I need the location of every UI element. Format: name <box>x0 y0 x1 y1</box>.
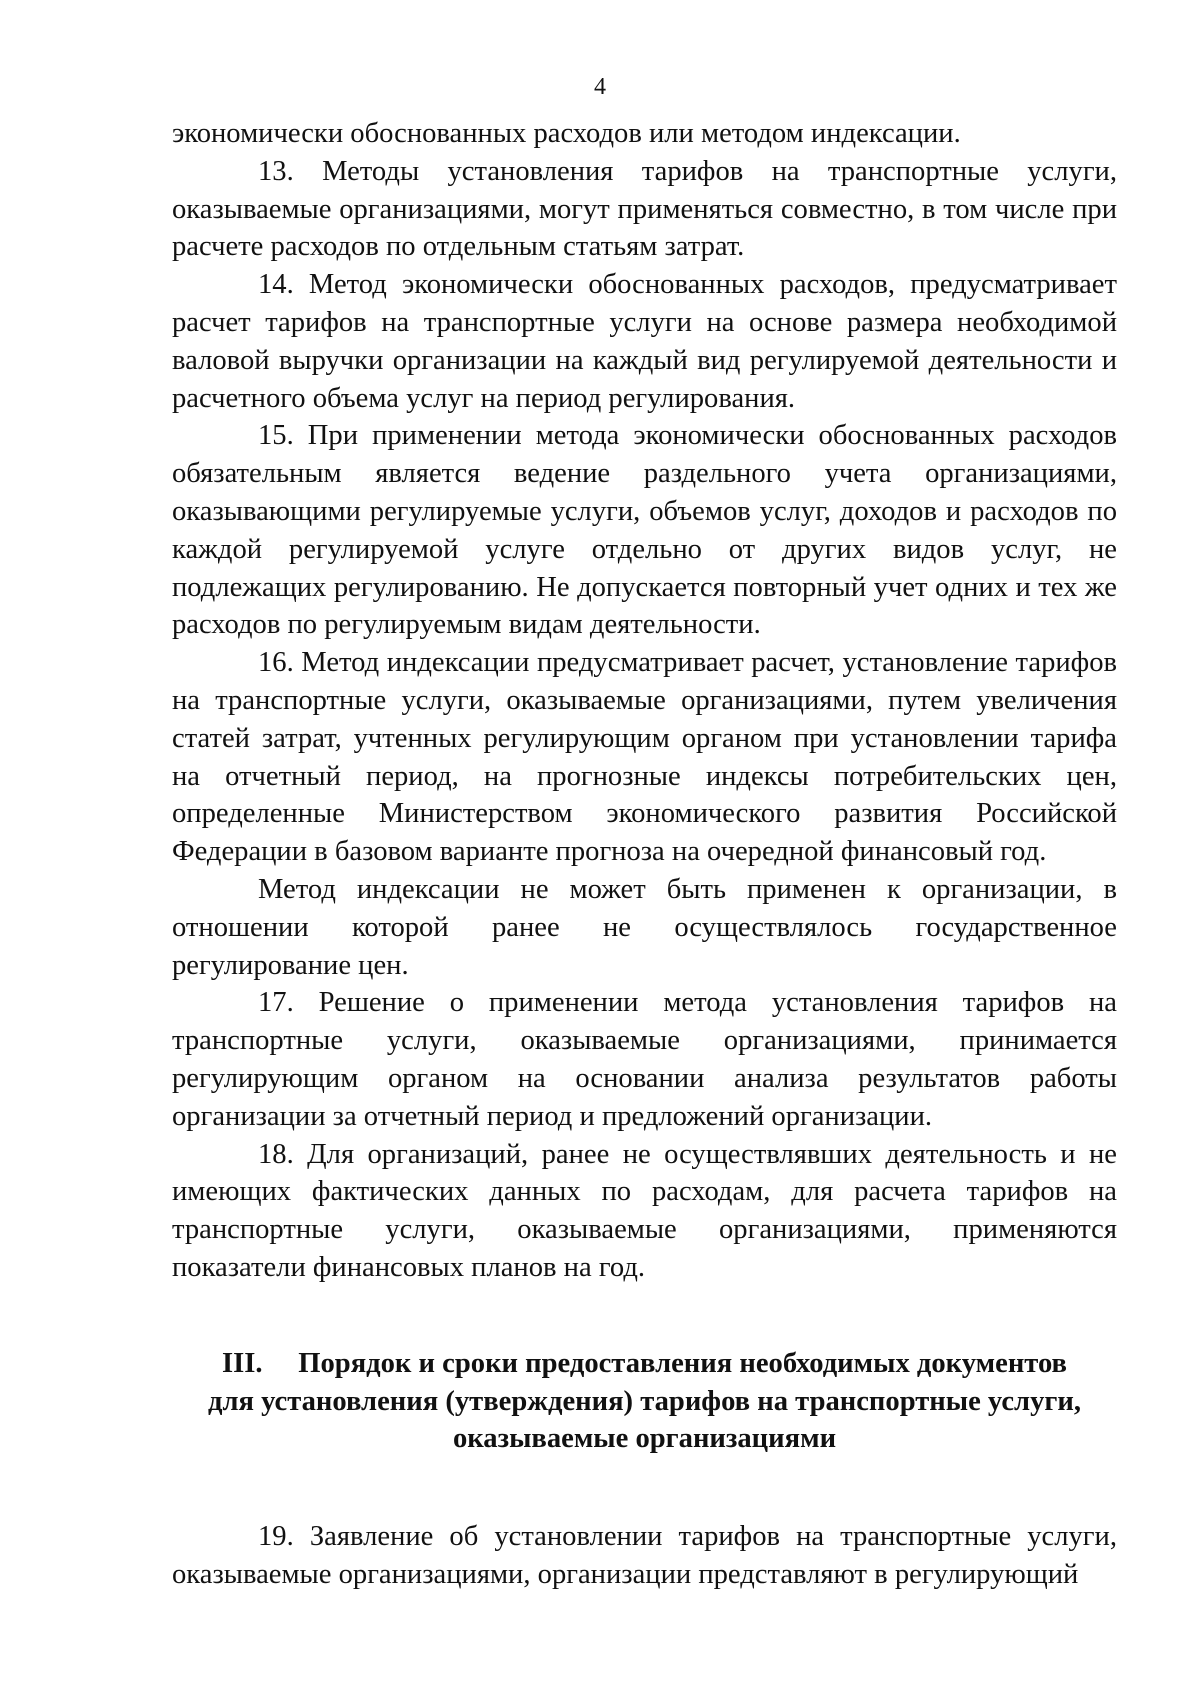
section-heading-line-3: оказываемые организациями <box>452 1423 837 1455</box>
paragraph-continuation: экономически обоснованных расходов или методом индексации. <box>172 118 961 149</box>
paragraph-17: 17. Решение о применении метода установления тарифов на транспортные услуги, оказываемые организациями, принимается регулирующим органом на основании анализа результатов работы организации за отчетный период и предложений организации. <box>172 987 1117 1132</box>
section-heading-line-2: для установления (утверждения) тарифов на транспортные услуги, <box>208 1385 1081 1417</box>
paragraph-19: 19. Заявление об установлении тарифов на транспортные услуги, оказываемые организациями, организации представляют в регулирующий <box>172 1521 1117 1590</box>
document-body <box>172 115 1117 1594</box>
paragraph-14: 14. Метод экономически обоснованных расходов, предусматривает расчет тарифов на транспортные услуги на основе размера необходимой валовой выручки организации на каждый вид регулируемой деятельности и расчетного объема услуг на период регулирования. <box>172 269 1117 414</box>
paragraph-16: 16. Метод индексации предусматривает расчет, установление тарифов на транспортные услуги, оказываемые организациями, путем увеличения статей затрат, учтенных регулирующим органом при установлении тарифа на отчетный период, на прогнозные индексы потребительских цен, определенные Министерством экономического развития Российской Федерации в базовом варианте прогноза на очередной финансовый год. <box>172 647 1117 868</box>
section-heading-line-1: III. Порядок и сроки предоставления необходимых документов <box>221 1347 1067 1379</box>
paragraph-13: 13. Методы установления тарифов на транспортные услуги, оказываемые организациями, могут применяться совместно, в том числе при расчете расходов по отдельным статьям затрат. <box>172 155 1117 263</box>
section-heading <box>172 1345 1117 1458</box>
page-number: 4 <box>594 74 606 100</box>
paragraph-18: 18. Для организаций, ранее не осуществлявших деятельность и не имеющих фактических данных по расходам, для расчета тарифов на транспортные услуги, оказываемые организациями, применяются показатели финансовых планов на год. <box>172 1138 1117 1283</box>
paragraph-15: 15. При применении метода экономически обоснованных расходов обязательным является ведение раздельного учета организациями, оказывающими регулируемые услуги, объемов услуг, доходов и расходов по каждой регулируемой услуге отдельно от других видов услуг, не подлежащих регулированию. Не допускается повторный учет одних и тех же расходов по регулируемым видам деятельности. <box>172 420 1117 641</box>
paragraph-16-continued: Метод индексации не может быть применен к организации, в отношении которой ранее не осуществлялось государственное регулирование цен. <box>172 873 1117 981</box>
